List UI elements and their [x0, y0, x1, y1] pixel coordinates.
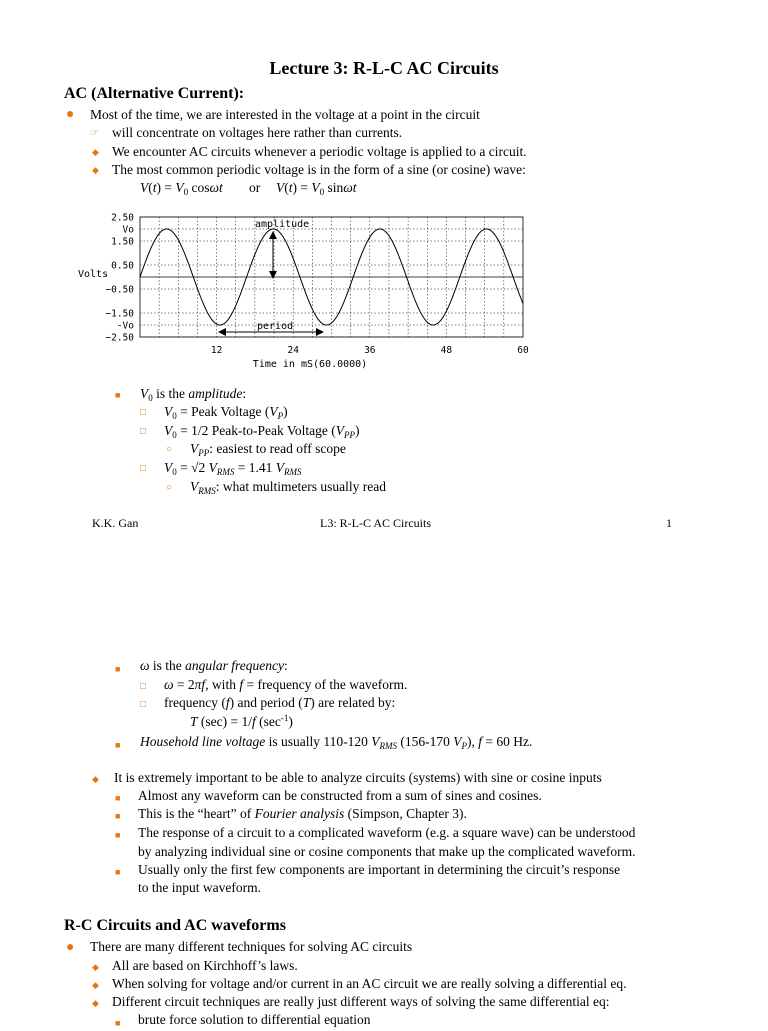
section-heading-ac: AC (Alternative Current): — [64, 85, 245, 102]
amp-item: $V_{PP}$: easiest to read off scope — [190, 441, 346, 458]
bullet-square-icon: ■ — [115, 811, 121, 821]
important-line: It is extremely important to be able to analyze circuits (systems) with sine or cosine inputs — [114, 770, 602, 785]
fourier-item: This is the “heart” of Fourier analysis (Simpson, Chapter 3). — [138, 806, 467, 821]
footer-title: L3: R-L-C AC Circuits — [320, 516, 431, 530]
fourier-item: Almost any waveform can be constructed from a sum of sines and cosines. — [138, 788, 542, 803]
rc-item: There are many different techniques for solving AC circuits — [90, 939, 413, 954]
omega-item: frequency (f) and period (T) are related by: — [164, 695, 396, 710]
amp-item: $V_0 = 1/2$ Peak-to-Peak Voltage $(V_{PP})$ — [164, 423, 360, 440]
amp-item: $V_{RMS}$: what multimeters usually read — [190, 479, 386, 496]
bullet-hollow-square-icon: □ — [140, 681, 147, 692]
y-tick-label: 0.50 — [111, 260, 134, 272]
x-axis-label: Time in mS(60.0000) — [252, 359, 368, 370]
amp-item: $V_0$ is the amplitude: — [140, 386, 247, 403]
fourier-item: by analyzing individual sine or cosine components that make up the complicated waveform. — [138, 844, 636, 859]
text-line: will concentrate on voltages here rather than currents. — [112, 125, 403, 140]
bullet-circle-icon: ○ — [166, 482, 173, 493]
omega-item: ω = 2πf, with f = frequency of the waveform. — [164, 677, 408, 692]
pointer-hand-icon: ☞ — [90, 128, 99, 139]
bullet-square-icon: ■ — [115, 793, 121, 803]
rc-item: brute force solution to differential equation — [138, 1012, 371, 1027]
bullet-dot-icon: ● — [66, 940, 75, 955]
x-tick-label: 24 — [287, 345, 299, 356]
chart-grid — [140, 217, 523, 337]
bullet-diamond-icon: ◆ — [92, 998, 99, 1008]
period-label: period — [257, 321, 294, 332]
bullet-square-icon: ■ — [115, 830, 121, 840]
section-heading-rc: R-C Circuits and AC waveforms — [64, 917, 286, 934]
bullet-hollow-square-icon: □ — [140, 463, 147, 474]
footer-page-number: 1 — [666, 516, 672, 530]
x-tick-label: 36 — [364, 345, 376, 356]
page-title: Lecture 3: R-L-C AC Circuits — [269, 58, 499, 78]
rc-item: When solving for voltage and/or current in an AC circuit we are really solving a differential eq. — [112, 976, 627, 991]
fourier-item: The response of a circuit to a complicated waveform (e.g. a square wave) can be understood — [138, 825, 636, 840]
omega-item: Household line voltage is usually 110-120 $V_{RMS}$ (156-170 $V_P$), f = 60 Hz. — [140, 734, 533, 751]
y-axis-label: Volts — [78, 269, 109, 280]
bullet-square-icon: ■ — [115, 867, 121, 877]
rc-item: Different circuit techniques are really just different ways of solving the same differential eq: — [112, 994, 610, 1009]
text-line: The most common periodic voltage is in the form of a sine (or cosine) wave: — [112, 162, 526, 177]
x-tick-label: 48 — [440, 345, 453, 356]
equation-sin: $V(t) = V_0$ sinωt — [276, 180, 357, 197]
y-tick-label: Vo — [122, 224, 134, 236]
text-line: Most of the time, we are interested in the voltage at a point in the circuit — [90, 107, 480, 122]
text-line: We encounter AC circuits whenever a periodic voltage is applied to a circuit. — [112, 144, 527, 159]
y-tick-label: −0.50 — [105, 284, 134, 296]
amplitude-label: amplitude — [255, 219, 310, 230]
bullet-hollow-square-icon: □ — [140, 407, 147, 418]
y-tick-label: 1.50 — [111, 236, 134, 248]
y-tick-label: -Vo — [116, 320, 134, 332]
rc-item: All are based on Kirchhoff’s laws. — [112, 958, 298, 973]
bullet-diamond-icon: ◆ — [92, 774, 99, 784]
bullet-circle-icon: ○ — [166, 444, 173, 455]
omega-item: ω is the angular frequency: — [140, 658, 288, 673]
amp-item: $V_0 = √2$ $V_{RMS} = 1.41$ $V_{RMS}$ — [164, 460, 302, 477]
equation-cos: $V(t) = V_0$ cosωt — [140, 180, 223, 197]
period-equation: T (sec) = 1/f $(\sec^{-1})$ — [190, 713, 293, 729]
x-tick-label: 60 — [517, 345, 529, 356]
bullet-hollow-square-icon: □ — [140, 426, 147, 437]
bullet-square-icon: ■ — [115, 740, 121, 750]
bullet-hollow-square-icon: □ — [140, 699, 147, 710]
bullet-square-icon: ■ — [115, 1018, 121, 1028]
y-tick-label: −2.50 — [105, 332, 134, 344]
y-tick-label: 2.50 — [111, 212, 134, 224]
equation-or: or — [249, 180, 261, 195]
amp-item: $V_0$ = Peak Voltage $(V_P)$ — [164, 404, 288, 421]
bullet-diamond-icon: ◆ — [92, 147, 99, 157]
bullet-diamond-icon: ◆ — [92, 962, 99, 972]
bullet-square-icon: ■ — [115, 664, 121, 674]
x-tick-label: 12 — [210, 345, 223, 356]
sine-wave-chart — [70, 205, 540, 375]
bullet-dot-icon: ● — [66, 107, 75, 122]
y-tick-label: −1.50 — [105, 308, 134, 320]
footer-author: K.K. Gan — [92, 516, 139, 530]
fourier-item: Usually only the first few components are important in determining the circuit’s response — [138, 862, 621, 877]
fourier-item: to the input waveform. — [138, 880, 261, 895]
bullet-diamond-icon: ◆ — [92, 980, 99, 990]
bullet-diamond-icon: ◆ — [92, 165, 99, 175]
bullet-square-icon: ■ — [115, 390, 121, 400]
